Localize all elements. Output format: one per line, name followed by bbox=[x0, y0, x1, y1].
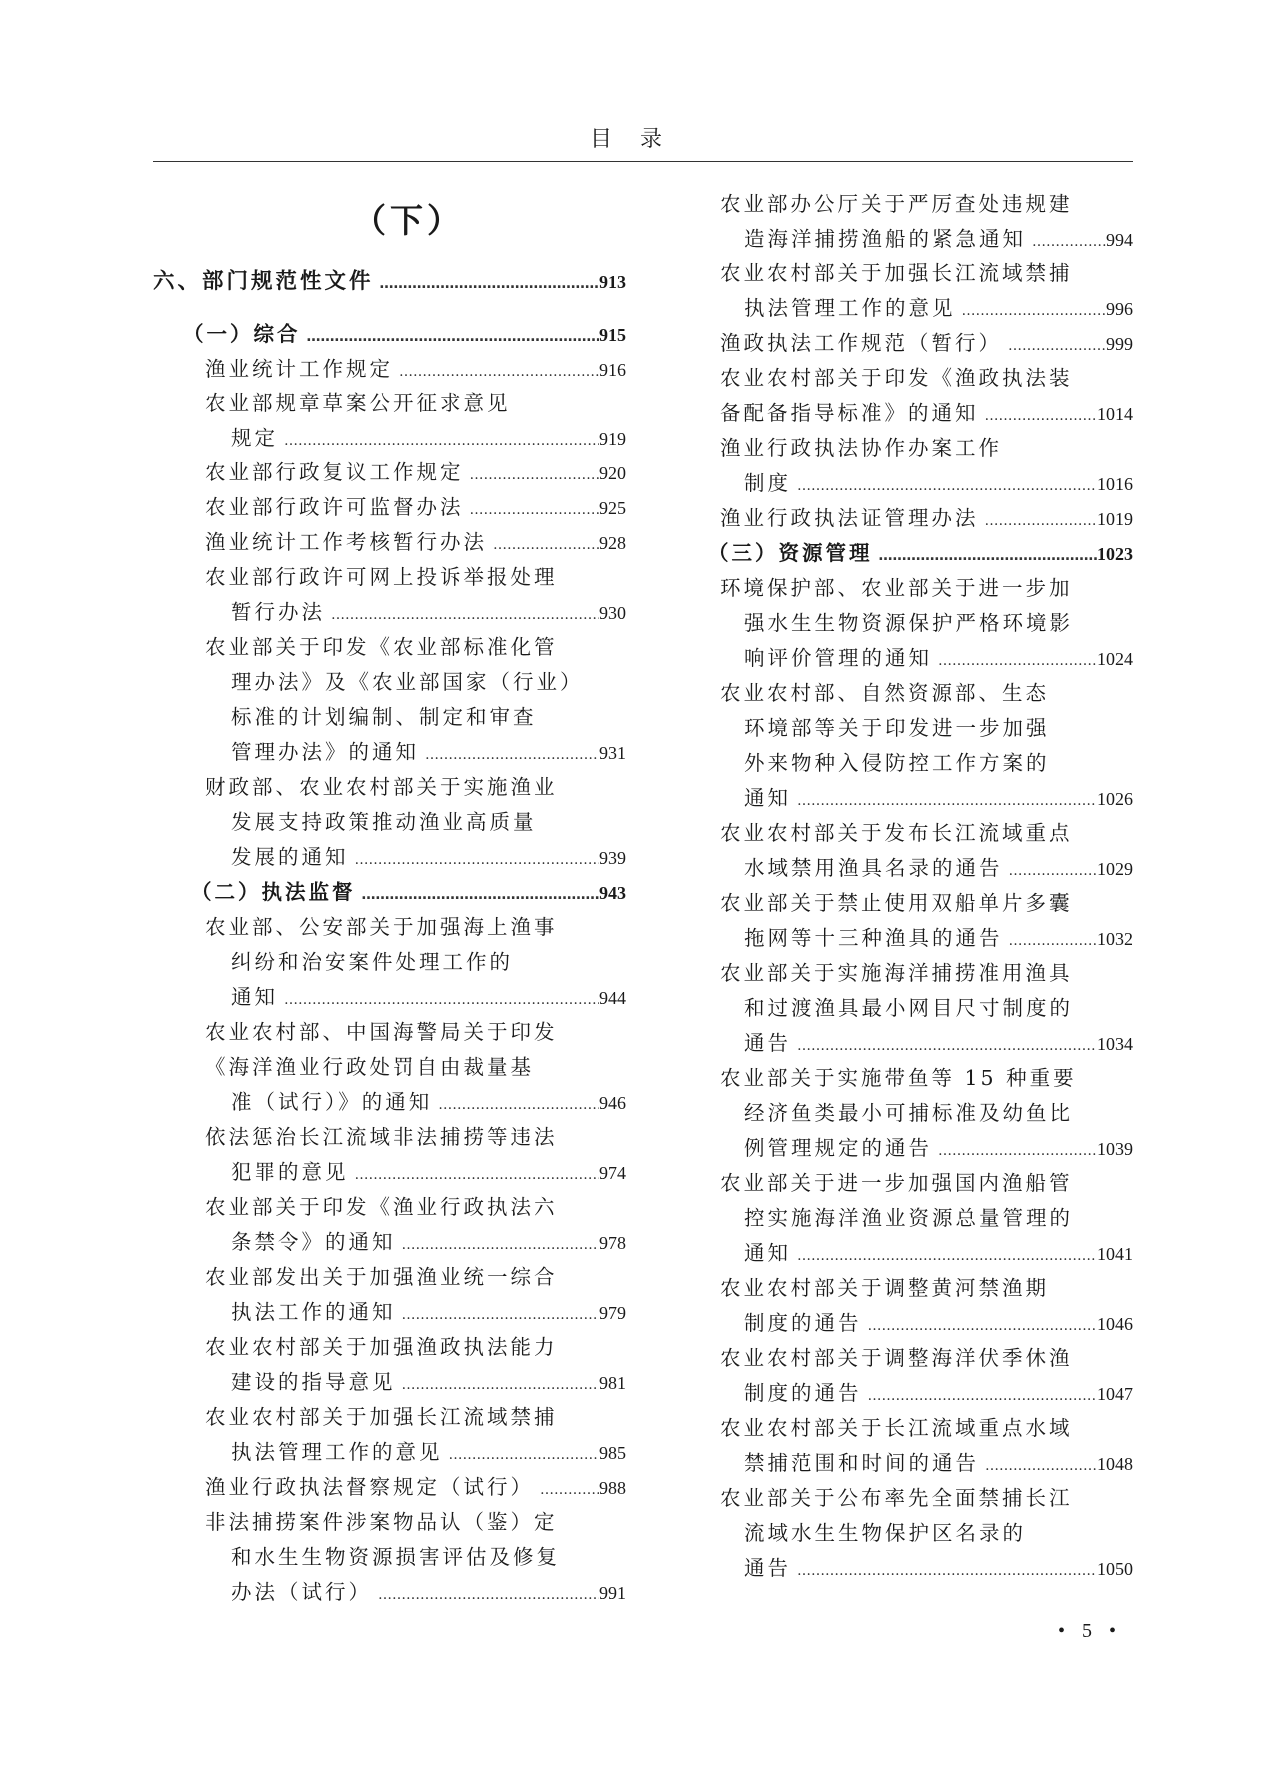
toc-entry-title: 制度 bbox=[744, 471, 791, 495]
toc-entry bbox=[720, 1166, 1133, 1200]
toc-entry bbox=[720, 1061, 1133, 1095]
toc-leader-dots bbox=[873, 539, 1098, 573]
toc-entry-page: 1014 bbox=[1097, 404, 1133, 424]
toc-entry bbox=[231, 735, 626, 769]
toc-entry-title: 农业农村部关于加强长江流域禁捕 bbox=[205, 1405, 558, 1429]
toc-entry-title: 通知 bbox=[231, 985, 278, 1009]
toc-entry-page: 996 bbox=[1106, 299, 1133, 319]
toc-entry-page: 974 bbox=[599, 1163, 626, 1183]
toc-entry bbox=[231, 665, 626, 699]
toc-entry bbox=[744, 1551, 1133, 1585]
toc-leader-dots bbox=[862, 1379, 1098, 1413]
toc-entry-title: 农业农村部关于调整海洋伏季休渔 bbox=[720, 1346, 1073, 1370]
toc-entry bbox=[744, 606, 1133, 640]
toc-leader-dots bbox=[396, 1298, 600, 1332]
toc-leader-dots bbox=[278, 983, 599, 1017]
toc-entry-title: 农业部规章草案公开征求意见 bbox=[205, 391, 511, 415]
toc-entry-title: 拖网等十三种渔具的通告 bbox=[744, 926, 1003, 950]
toc-entry-title: 六、部门规范性文件 bbox=[153, 269, 374, 294]
toc-entry-page: 928 bbox=[599, 533, 626, 553]
toc-entry-page: 1046 bbox=[1097, 1314, 1133, 1334]
toc-entry bbox=[205, 490, 626, 524]
toc-entry bbox=[231, 421, 626, 455]
footer-page-number: • 5 • bbox=[1058, 1620, 1123, 1642]
toc-entry bbox=[205, 1015, 626, 1049]
toc-entry-title: 通告 bbox=[744, 1556, 791, 1580]
toc-entry-page: 1039 bbox=[1097, 1139, 1133, 1159]
toc-entry-title: 农业农村部关于印发《渔政执法装 bbox=[720, 366, 1073, 390]
toc-entry-page: 944 bbox=[599, 988, 626, 1008]
toc-entry bbox=[205, 1050, 626, 1084]
toc-entry-title: 犯罪的意见 bbox=[231, 1160, 349, 1184]
toc-entry-page: 988 bbox=[599, 1478, 626, 1498]
toc-leader-dots bbox=[1003, 924, 1098, 958]
toc-entry-title: 和过渡渔具最小网目尺寸制度的 bbox=[744, 996, 1073, 1020]
toc-entry bbox=[205, 455, 626, 489]
toc-entry-title: 农业农村部关于长江流域重点水域 bbox=[720, 1416, 1073, 1440]
toc-entry bbox=[205, 1470, 626, 1504]
toc-entry-title: 准（试行）》的通知 bbox=[231, 1090, 433, 1114]
toc-entry-title: 通告 bbox=[744, 1031, 791, 1055]
toc-entry-title: 外来物种入侵防控工作方案的 bbox=[744, 751, 1050, 775]
toc-leader-dots bbox=[791, 784, 1097, 818]
toc-leader-dots bbox=[372, 1578, 599, 1612]
toc-entry bbox=[205, 630, 626, 664]
toc-entry-page: 925 bbox=[599, 498, 626, 518]
toc-entry-title: 禁捕范围和时间的通告 bbox=[744, 1451, 979, 1475]
toc-entry-title: 和水生生物资源损害评估及修复 bbox=[231, 1545, 560, 1569]
toc-entry-title: 建设的指导意见 bbox=[231, 1370, 396, 1394]
toc-entry bbox=[720, 256, 1133, 290]
toc-entry-title: 规定 bbox=[231, 426, 278, 450]
toc-entry-title: 造海洋捕捞渔船的紧急通知 bbox=[744, 227, 1026, 251]
toc-entry-page: 930 bbox=[599, 603, 626, 623]
toc-entry-title: 例管理规定的通告 bbox=[744, 1136, 932, 1160]
toc-entry-title: 农业部关于印发《渔业行政执法六 bbox=[205, 1195, 558, 1219]
toc-entry-page: 979 bbox=[599, 1303, 626, 1323]
toc-entry bbox=[231, 945, 626, 979]
toc-entry-page: 985 bbox=[599, 1443, 626, 1463]
toc-entry-page: 1029 bbox=[1097, 859, 1133, 879]
toc-entry bbox=[744, 466, 1133, 500]
toc-entry-title: 控实施海洋渔业资源总量管理的 bbox=[744, 1206, 1073, 1230]
toc-entry bbox=[231, 1085, 626, 1119]
toc-entry bbox=[744, 1096, 1133, 1130]
toc-entry-page: 1026 bbox=[1097, 789, 1133, 809]
toc-entry-title: 农业部关于实施海洋捕捞准用渔具 bbox=[720, 961, 1073, 985]
toc-entry bbox=[231, 700, 626, 734]
toc-entry-title: 农业部关于进一步加强国内渔船管 bbox=[720, 1171, 1073, 1195]
toc-entry-page: 1050 bbox=[1097, 1559, 1133, 1579]
toc-entry bbox=[231, 840, 626, 874]
volume-title: （下） bbox=[353, 201, 464, 240]
toc-entry bbox=[231, 1575, 626, 1609]
toc-entry-title: 《海洋渔业行政处罚自由裁量基 bbox=[205, 1055, 534, 1079]
toc-entry-page: 946 bbox=[599, 1093, 626, 1113]
toc-leader-dots bbox=[464, 493, 600, 527]
toc-entry-title: 农业农村部、中国海警局关于印发 bbox=[205, 1020, 558, 1044]
toc-entry-title: 农业部行政复议工作规定 bbox=[205, 460, 464, 484]
toc-entry-page: 1041 bbox=[1097, 1244, 1133, 1264]
toc-entry bbox=[205, 386, 626, 420]
toc-leader-dots bbox=[325, 598, 599, 632]
toc-leader-dots bbox=[979, 1449, 1097, 1483]
toc-leader-dots bbox=[278, 424, 599, 458]
toc-entry-title: 渔业行政执法证管理办法 bbox=[720, 506, 979, 530]
toc-entry-title: （一）综合 bbox=[183, 322, 301, 346]
toc-entry bbox=[744, 1236, 1133, 1270]
toc-entry bbox=[231, 1365, 626, 1399]
toc-entry-title: 农业部关于禁止使用双船单片多囊 bbox=[720, 891, 1073, 915]
toc-entry-page: 1024 bbox=[1097, 649, 1133, 669]
toc-entry-page: 1034 bbox=[1097, 1034, 1133, 1054]
toc-entry-title: 发展支持政策推动渔业高质量 bbox=[231, 810, 537, 834]
toc-leader-dots bbox=[349, 843, 600, 877]
toc-leader-dots bbox=[393, 355, 599, 389]
toc-entry-page: 999 bbox=[1106, 334, 1133, 354]
toc-leader-dots bbox=[443, 1438, 600, 1472]
toc-entry bbox=[744, 641, 1133, 675]
toc-entry-title: 农业部关于公布率先全面禁捕长江 bbox=[720, 1486, 1073, 1510]
toc-entry bbox=[720, 676, 1133, 710]
toc-entry bbox=[744, 1201, 1133, 1235]
header-divider bbox=[153, 161, 1133, 162]
toc-entry bbox=[720, 1271, 1133, 1305]
toc-entry bbox=[205, 1120, 626, 1154]
toc-leader-dots bbox=[432, 1088, 599, 1122]
toc-entry bbox=[720, 1411, 1133, 1445]
toc-leader-dots bbox=[534, 1473, 599, 1507]
toc-entry bbox=[744, 222, 1133, 256]
toc-entry-title: 农业农村部关于加强渔政执法能力 bbox=[205, 1335, 558, 1359]
toc-entry bbox=[720, 361, 1133, 395]
toc-entry bbox=[744, 1446, 1133, 1480]
toc-entry-title: 执法管理工作的意见 bbox=[231, 1440, 443, 1464]
toc-entry-page: 916 bbox=[599, 360, 626, 380]
toc-leader-dots bbox=[374, 267, 599, 301]
toc-entry bbox=[744, 1376, 1133, 1410]
toc-entry bbox=[231, 595, 626, 629]
toc-leader-dots bbox=[791, 1029, 1097, 1063]
toc-entry-title: 流域水生生物保护区名录的 bbox=[744, 1521, 1026, 1545]
toc-entry-title: 制度的通告 bbox=[744, 1381, 862, 1405]
toc-entry-title: 农业农村部关于发布长江流域重点 bbox=[720, 821, 1073, 845]
toc-entry bbox=[720, 187, 1133, 221]
toc-entry-title: 发展的通知 bbox=[231, 845, 349, 869]
toc-entry-title: 渔政执法工作规范（暂行） bbox=[720, 331, 1002, 355]
toc-entry bbox=[744, 711, 1133, 745]
toc-leader-dots bbox=[862, 1309, 1098, 1343]
toc-entry-title: 非法捕捞案件涉案物品认（鉴）定 bbox=[205, 1510, 558, 1534]
toc-entry bbox=[720, 431, 1133, 465]
toc-entry-page: 994 bbox=[1106, 230, 1133, 250]
toc-leader-dots bbox=[356, 878, 600, 912]
toc-entry bbox=[720, 886, 1133, 920]
toc-entry bbox=[205, 1190, 626, 1224]
toc-entry bbox=[231, 1295, 626, 1329]
toc-entry bbox=[191, 875, 626, 909]
toc-entry-page: 978 bbox=[599, 1233, 626, 1253]
page-header-title: 目录 bbox=[589, 127, 690, 152]
toc-entry bbox=[720, 571, 1133, 605]
toc-leader-dots bbox=[956, 294, 1107, 328]
toc-entry-page: 915 bbox=[599, 325, 626, 345]
toc-entry-page: 931 bbox=[599, 743, 626, 763]
toc-entry-title: 农业部办公厅关于严厉查处违规建 bbox=[720, 192, 1073, 216]
toc-entry-title: 农业农村部关于加强长江流域禁捕 bbox=[720, 261, 1073, 285]
toc-leader-dots bbox=[932, 644, 1097, 678]
toc-leader-dots bbox=[396, 1368, 600, 1402]
toc-entry-title: 渔业统计工作规定 bbox=[205, 357, 393, 381]
toc-entry-page: 1019 bbox=[1097, 509, 1133, 529]
toc-entry bbox=[744, 781, 1133, 815]
toc-entry bbox=[205, 560, 626, 594]
toc-entry-title: 环境保护部、农业部关于进一步加 bbox=[720, 576, 1073, 600]
toc-entry-page: 920 bbox=[599, 463, 626, 483]
toc-entry-title: 理办法》及《农业部国家（行业） bbox=[231, 670, 584, 694]
toc-leader-dots bbox=[932, 1134, 1097, 1168]
toc-leader-dots bbox=[791, 469, 1097, 503]
toc-entry-title: 依法惩治长江流域非法捕捞等违法 bbox=[205, 1125, 558, 1149]
toc-entry-title: 暂行办法 bbox=[231, 600, 325, 624]
toc-entry-title: 环境部等关于印发进一步加强 bbox=[744, 716, 1050, 740]
toc-entry-title: 农业部行政许可监督办法 bbox=[205, 495, 464, 519]
toc-entry-title: 农业部关于印发《农业部标准化管 bbox=[205, 635, 558, 659]
toc-leader-dots bbox=[979, 504, 1098, 538]
toc-leader-dots bbox=[419, 738, 599, 772]
toc-leader-dots bbox=[791, 1239, 1097, 1273]
toc-entry-page: 913 bbox=[599, 272, 626, 292]
toc-entry-title: 通知 bbox=[744, 1241, 791, 1265]
toc-entry bbox=[205, 525, 626, 559]
toc-entry bbox=[744, 991, 1133, 1025]
toc-entry bbox=[744, 1131, 1133, 1165]
toc-entry-title: （二）执法监督 bbox=[191, 880, 356, 904]
toc-entry bbox=[205, 1505, 626, 1539]
toc-entry-page: 991 bbox=[599, 1583, 626, 1603]
toc-entry-title: 农业部、公安部关于加强海上渔事 bbox=[205, 915, 558, 939]
toc-leader-dots bbox=[487, 528, 599, 562]
toc-entry bbox=[744, 851, 1133, 885]
toc-entry bbox=[231, 805, 626, 839]
toc-entry-title: 管理办法》的通知 bbox=[231, 740, 419, 764]
toc-entry-page: 919 bbox=[599, 429, 626, 449]
toc-entry-title: 农业部行政许可网上投诉举报处理 bbox=[205, 565, 558, 589]
toc-entry bbox=[720, 396, 1133, 430]
toc-entry-title: 渔业统计工作考核暂行办法 bbox=[205, 530, 487, 554]
toc-entry-page: 1032 bbox=[1097, 929, 1133, 949]
toc-entry-title: 标准的计划编制、制定和审查 bbox=[231, 705, 537, 729]
toc-entry-title: 水域禁用渔具名录的通告 bbox=[744, 856, 1003, 880]
toc-entry-title: 办法（试行） bbox=[231, 1580, 372, 1604]
toc-entry bbox=[744, 291, 1133, 325]
toc-leader-dots bbox=[791, 1554, 1097, 1588]
toc-entry bbox=[205, 910, 626, 944]
toc-leader-dots bbox=[979, 399, 1098, 433]
toc-entry-page: 981 bbox=[599, 1373, 626, 1393]
toc-entry-title: 备配备指导标准》的通知 bbox=[720, 401, 979, 425]
toc-entry bbox=[720, 501, 1133, 535]
toc-entry-title: 农业部关于实施带鱼等 15 种重要 bbox=[720, 1066, 1077, 1090]
toc-entry bbox=[720, 816, 1133, 850]
toc-entry-page: 1023 bbox=[1097, 544, 1133, 564]
toc-entry-title: 渔业行政执法督察规定（试行） bbox=[205, 1475, 534, 1499]
toc-entry bbox=[153, 265, 626, 299]
toc-entry bbox=[231, 1435, 626, 1469]
toc-leader-dots bbox=[349, 1158, 600, 1192]
toc-entry bbox=[231, 1540, 626, 1574]
toc-entry-title: 财政部、农业农村部关于实施渔业 bbox=[205, 775, 558, 799]
toc-entry bbox=[205, 352, 626, 386]
toc-entry-page: 1047 bbox=[1097, 1384, 1133, 1404]
toc-entry-title: 纠纷和治安案件处理工作的 bbox=[231, 950, 513, 974]
toc-entry bbox=[744, 1026, 1133, 1060]
toc-entry bbox=[744, 746, 1133, 780]
toc-entry bbox=[231, 1155, 626, 1189]
toc-leader-dots bbox=[1002, 329, 1106, 363]
toc-entry bbox=[183, 317, 626, 351]
toc-entry-title: 经济鱼类最小可捕标准及幼鱼比 bbox=[744, 1101, 1073, 1125]
toc-entry-page: 1016 bbox=[1097, 474, 1133, 494]
toc-entry-page: 939 bbox=[599, 848, 626, 868]
toc-entry bbox=[205, 1400, 626, 1434]
toc-entry-title: （三）资源管理 bbox=[708, 541, 873, 565]
toc-leader-dots bbox=[464, 458, 600, 492]
toc-entry bbox=[205, 1330, 626, 1364]
toc-entry bbox=[720, 326, 1133, 360]
toc-leader-dots bbox=[1026, 225, 1106, 259]
toc-leader-dots bbox=[396, 1228, 600, 1262]
toc-entry bbox=[720, 1481, 1133, 1515]
toc-entry bbox=[205, 1260, 626, 1294]
toc-entry-title: 制度的通告 bbox=[744, 1311, 862, 1335]
toc-entry bbox=[720, 956, 1133, 990]
toc-entry-title: 农业农村部、自然资源部、生态 bbox=[720, 681, 1049, 705]
toc-leader-dots bbox=[301, 320, 600, 354]
toc-entry-title: 强水生生物资源保护严格环境影 bbox=[744, 611, 1073, 635]
toc-entry bbox=[231, 1225, 626, 1259]
toc-entry bbox=[744, 921, 1133, 955]
toc-entry bbox=[744, 1306, 1133, 1340]
toc-entry-page: 1048 bbox=[1097, 1454, 1133, 1474]
toc-leader-dots bbox=[1003, 854, 1098, 888]
toc-entry bbox=[744, 1516, 1133, 1550]
toc-entry-title: 执法管理工作的意见 bbox=[744, 296, 956, 320]
toc-entry-title: 响评价管理的通知 bbox=[744, 646, 932, 670]
toc-entry-page: 943 bbox=[599, 883, 626, 903]
toc-entry-title: 农业部发出关于加强渔业统一综合 bbox=[205, 1265, 558, 1289]
toc-entry-title: 通知 bbox=[744, 786, 791, 810]
toc-entry-title: 执法工作的通知 bbox=[231, 1300, 396, 1324]
toc-entry-title: 条禁令》的通知 bbox=[231, 1230, 396, 1254]
toc-entry-title: 渔业行政执法协作办案工作 bbox=[720, 436, 1002, 460]
toc-entry bbox=[231, 980, 626, 1014]
toc-entry-title: 农业农村部关于调整黄河禁渔期 bbox=[720, 1276, 1049, 1300]
toc-entry bbox=[708, 536, 1133, 570]
toc-entry bbox=[205, 770, 626, 804]
toc-entry bbox=[720, 1341, 1133, 1375]
